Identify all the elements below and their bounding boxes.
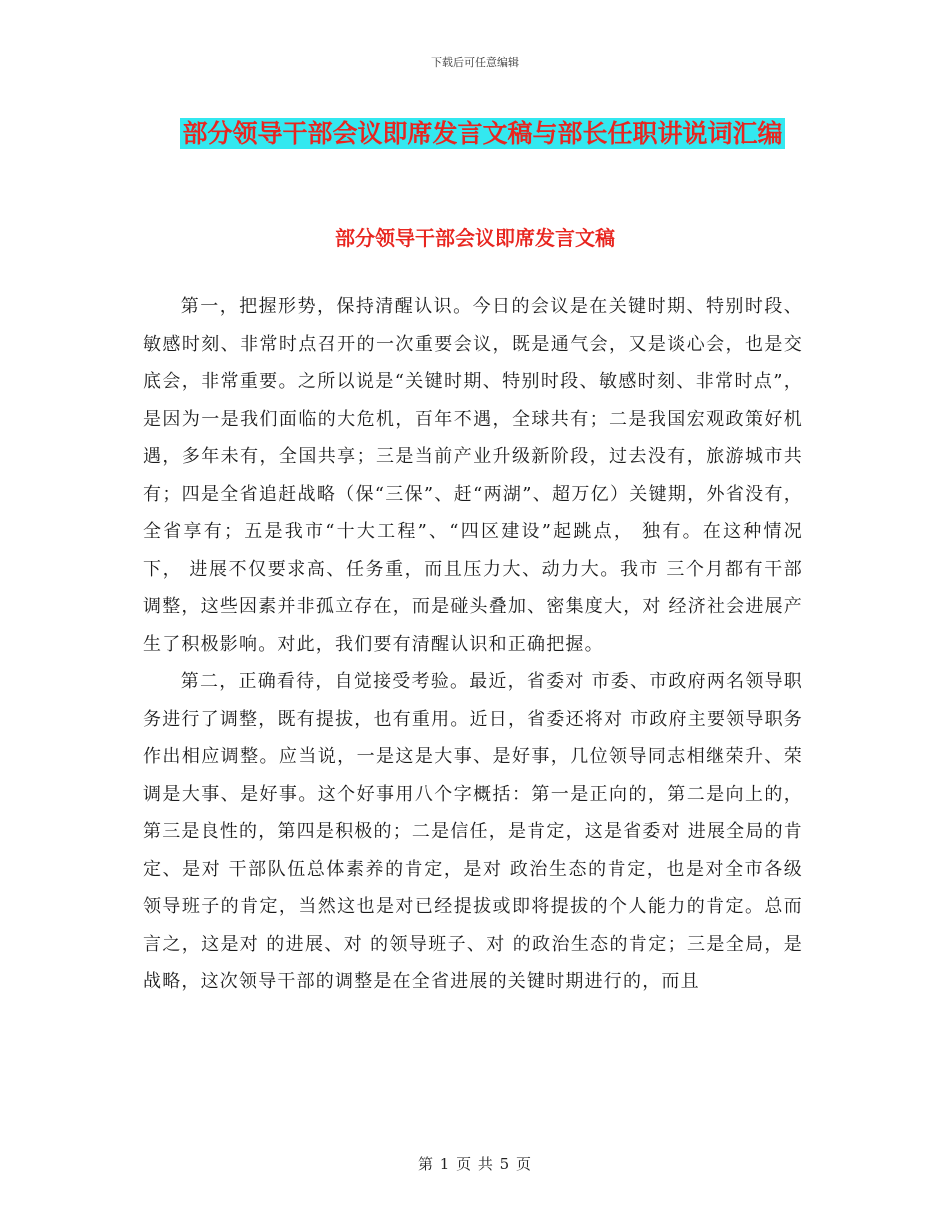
paragraph: 第二，正确看待，自觉接受考验。最近，省委对 市委、市政府两名领导职务进行了调整，既有提拔，也有重用。近日，省委还将对 市政府主要领导职务作出相应调整。应当说，一是这是大事、是好事，几位领导同志相继荣升、荣调是大事、是好事。这个好事用八个字概括：第一是正向的，第二是向上的，第三是良性的，第四是积极的；二是信任，是肯定，这是省委对 进展全局的肯定、是对 干部队伍总体素养的肯定，是对 政治生态的肯定，也是对全市各级领导班子的肯定，当然这也是对已经提拔或即将提拔的个人能力的肯定。总而言之，这是对 的进展、对 的领导班子、对 的政治生态的肯定；三是全局，是战略，这次领导干部的调整是在全省进展的关键时期进行的，而且 bbox=[143, 671, 803, 992]
section-title: 部分领导干部会议即席发言文稿 bbox=[335, 226, 615, 250]
document-body bbox=[143, 288, 803, 1001]
document-title bbox=[150, 112, 815, 156]
document-title-text: 部分领导干部会议即席发言文稿与部长任职讲说词汇编 bbox=[182, 119, 783, 148]
page-number: 第 1 页 共 5 页 bbox=[418, 1155, 532, 1173]
paragraph: 第一，把握形势，保持清醒认识。今日的会议是在关键时期、特别时段、敏感时刻、非常时点召开的一次重要会议，既是通气会，又是谈心会，也是交底会，非常重要。之所以说是“关键时期、特别时段、敏感时刻、非常时点”，是因为一是我们面临的大危机，百年不遇，全球共有；二是我国宏观政策好机遇，多年未有，全国共享；三是当前产业升级新阶段，过去没有，旅游城市共有；四是全省追赶战略（保“三保”、赶“两湖”、超万亿）关键期，外省没有，全省享有；五是我市“十大工程”、“四区建设”起跳点， 独有。在这种情况下， 进展不仅要求高、任务重，而且压力大、动力大。我市 三个月都有干部调整，这些因素并非孤立存在，而是碰头叠加、密集度大，对 经济社会进展产生了积极影响。对此，我们要有清醒认识和正确把握。 bbox=[143, 296, 803, 655]
header-note: 下载后可任意编辑 bbox=[431, 56, 519, 69]
